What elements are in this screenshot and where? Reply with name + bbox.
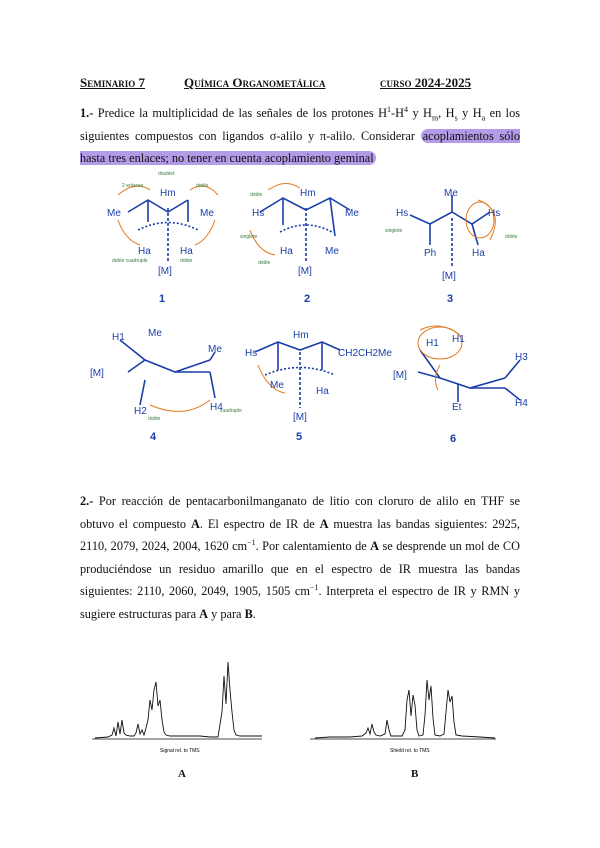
note: singlete — [385, 228, 403, 234]
course-title: curso 2024-2025 — [380, 75, 472, 90]
note: doble — [505, 234, 518, 240]
q1-text: y H — [408, 106, 432, 120]
m3-metal: [M] — [442, 271, 456, 282]
q2-text: . Interpreta el espectro de IR y RMN y sugiere estructuras para — [80, 584, 520, 621]
m2-me-right: Me — [325, 246, 339, 257]
m3-me: Me — [444, 188, 458, 199]
note: 2 enlaces — [122, 183, 144, 189]
molecule-number: 1 — [159, 293, 166, 305]
note: doble — [196, 183, 209, 189]
m6-et: Et — [452, 402, 462, 413]
q1-text: , H — [438, 106, 455, 120]
nmr-spectrum-a — [92, 662, 262, 754]
compound-b: B — [244, 606, 253, 621]
molecule-number: 2 — [304, 293, 311, 305]
seminar-title: Seminario 7 — [80, 75, 145, 90]
m4-metal: [M] — [90, 368, 104, 379]
m1-me-left: Me — [107, 208, 121, 219]
m5-backbone — [255, 342, 340, 352]
m2-hm: Hm — [300, 188, 316, 199]
m5-hs: Hs — [245, 348, 258, 359]
axis-label: Shield rel. to TMS — [390, 748, 430, 754]
molecule-number: 6 — [450, 433, 457, 445]
m6-h3: H3 — [515, 352, 528, 363]
q2-text: y para — [208, 606, 245, 621]
compound-a: A — [199, 606, 209, 621]
compound-a: A — [190, 516, 200, 531]
note: cuadruple — [220, 408, 242, 414]
note: doble — [250, 192, 263, 198]
q2-text: . El espectro de IR de — [199, 516, 320, 531]
q1-text: y H — [457, 106, 482, 120]
note: doble — [180, 258, 193, 264]
m4-me-top: Me — [148, 328, 162, 339]
m1-metal: [M] — [158, 266, 172, 277]
question-2-number: 2.- — [80, 494, 94, 508]
q2-text: se desprende un mol de CO produciéndose un residuo amarillo que en el espectro de IR muestra las bandas siguientes: 2110, 2060, 2049, 1905, 1505 cm — [80, 539, 520, 598]
note: doublet — [158, 171, 175, 177]
m1-ha-left: Ha — [138, 246, 151, 257]
q1-sub: a — [481, 113, 486, 123]
m6-h4: H4 — [515, 398, 528, 409]
subject-title: Química Organometálica — [184, 75, 326, 90]
m3-ha: Ha — [472, 248, 485, 259]
m1-backbone — [128, 200, 188, 212]
m2-backbone — [260, 198, 350, 212]
q1-sub: s — [454, 113, 458, 123]
m5-chain: CH2CH2Me — [338, 348, 392, 359]
q2-sup: −1 — [309, 582, 319, 592]
m5-hm: Hm — [293, 330, 309, 341]
molecule-number: 3 — [447, 293, 454, 305]
m4-me-right: Me — [208, 344, 222, 355]
m1-me-right: Me — [200, 208, 214, 219]
q1-sup: 1 — [387, 104, 392, 114]
m2-hs: Hs — [252, 208, 265, 219]
q2-text: . Por calentamiento de — [255, 539, 371, 553]
q1-sup: 4 — [404, 104, 409, 114]
note: doble — [258, 260, 271, 266]
q1-sub: m — [431, 113, 439, 123]
m6-h1: H1 — [426, 338, 439, 349]
m6-metal: [M] — [393, 370, 407, 381]
q2-text: Por reacción de pentacarbonilmanganato de litio con cloruro de alilo en THF se obtuvo el compuesto — [80, 494, 520, 531]
compound-a: A — [370, 539, 380, 553]
m2-ha: Ha — [280, 246, 293, 257]
note: doble — [148, 416, 161, 422]
m6-h1b: H1 — [452, 334, 465, 345]
axis-label: Signal rel. to TMS — [160, 748, 200, 754]
q2-text: . — [252, 606, 256, 621]
question-2 — [80, 490, 520, 625]
q1-text: en los siguientes compuestos con ligandos σ-alilo y π-alilo. Considerar — [80, 106, 521, 143]
m5-ha: Ha — [316, 386, 329, 397]
q1-text: -H — [391, 106, 405, 120]
note: doble cuadruple — [112, 258, 148, 264]
m1-hm: Hm — [160, 188, 176, 199]
q1-text: Predice la multiplicidad de las señales de los protones H — [97, 106, 388, 120]
molecule-number: 5 — [296, 431, 303, 443]
nmr-spectrum-b — [310, 680, 496, 754]
m3-hs-right: Hs — [488, 208, 501, 219]
m3-hs-left: Hs — [396, 208, 409, 219]
spectrum-a-label: A — [178, 768, 186, 780]
m3-backbone — [410, 212, 490, 224]
q2-sup: −1 — [247, 537, 256, 547]
compound-a: A — [319, 516, 329, 531]
m1-ha-right: Ha — [180, 246, 193, 257]
m4-h4: H4 — [210, 402, 223, 413]
m2-me-top: Me — [345, 208, 359, 219]
note: singlete — [240, 234, 258, 240]
m5-metal: [M] — [293, 412, 307, 423]
m5-me: Me — [270, 380, 284, 391]
molecule-number: 4 — [150, 431, 157, 443]
question-1-number: 1.- — [80, 106, 94, 120]
m6-backbone — [420, 350, 505, 388]
m3-ph: Ph — [424, 248, 437, 259]
q2-text: muestra las bandas siguientes: 2925, 2110, 2079, 2024, 2004, 1620 cm — [80, 516, 520, 553]
m2-metal: [M] — [298, 266, 312, 277]
highlighted-text: acoplamientos sólo hasta tres enlaces; no tener en cuenta acoplamiento geminal — [80, 128, 520, 165]
spectrum-b-label: B — [411, 768, 419, 780]
m4-h1: H1 — [112, 332, 125, 343]
m4-h2: H2 — [134, 406, 147, 417]
